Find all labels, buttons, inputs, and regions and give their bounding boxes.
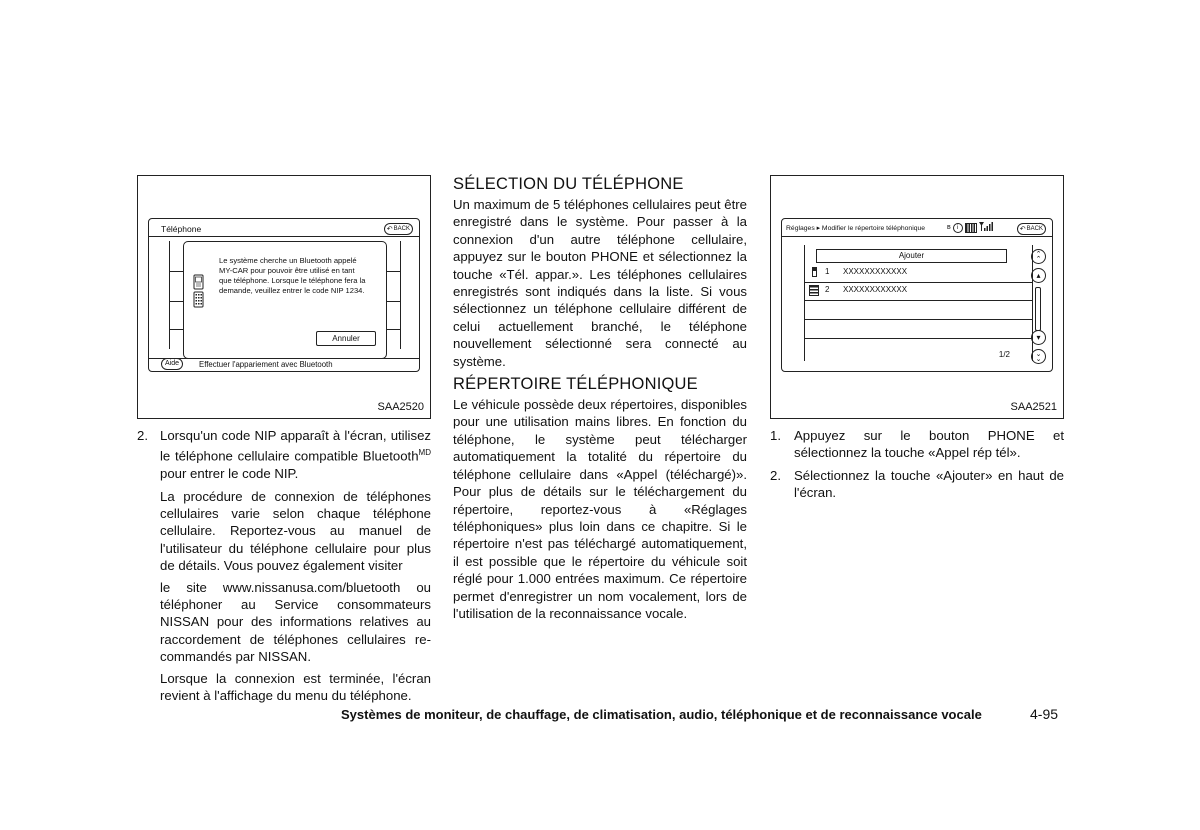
status-text: Effectuer l'appariement avec Bluetooth <box>199 360 333 369</box>
bluetooth-icon: ʙ <box>947 224 951 231</box>
list-item[interactable]: 2 XXXXXXXXXXXX <box>805 282 1032 301</box>
paragraph: Lorsque la connexion est terminée, l'écran revient à l'affichage du menu du téléphone. <box>160 670 431 704</box>
scroll-down-button[interactable] <box>1031 330 1046 345</box>
phone-screen <box>148 218 420 372</box>
cancel-button[interactable]: Annuler <box>316 331 376 346</box>
title-divider <box>149 236 419 237</box>
right-steps <box>770 427 1064 502</box>
back-arrow-icon: ↶ <box>386 226 393 233</box>
breadcrumb: Réglages ▸ Modifier le répertoire téléphonique <box>786 225 926 232</box>
scroll-top-button[interactable] <box>1031 249 1046 264</box>
phone-icon <box>193 274 204 308</box>
battery-icon <box>965 223 977 233</box>
section-heading: RÉPERTOIRE TÉLÉPHONIQUE <box>453 375 698 394</box>
list-item[interactable]: 1 XXXXXXXXXXXX <box>805 264 1032 283</box>
info-icon: i <box>953 223 963 233</box>
double-chevron-down-icon: ⌄ ⌄ <box>1035 350 1042 363</box>
trademark-sup: MD <box>418 448 431 458</box>
phone-icon <box>809 285 819 296</box>
title-divider <box>782 236 1052 237</box>
status-icons <box>947 222 993 233</box>
screen-title: Téléphone <box>161 224 202 234</box>
back-button[interactable]: ↶ BACK <box>1017 223 1046 235</box>
pairing-dialog <box>183 241 387 359</box>
phonebook-list <box>804 245 1033 361</box>
scroll-bottom-button[interactable] <box>1031 349 1046 364</box>
section-text: Un maximum de 5 téléphones cellulaires peut être enregistré dans le système. Pour passer à la connexion d'un autre téléphone cellulaire, appuyez sur le bouton PHONE et sélectionnez la touche «Tél. appar.». Les téléphones cellulaires enregistrés sont indiqués dans la liste. Si vous sélectionnez un téléphone cellulaire différent de celui actuellement branché, le téléphone nouvellement sélectionné sera connecté au système. <box>453 197 747 369</box>
add-button[interactable]: Ajouter <box>816 249 1007 263</box>
step-number: 2. <box>770 467 781 483</box>
section-heading: SÉLECTION DU TÉLÉPHONE <box>453 175 684 193</box>
dialog-message: Le système cherche un Bluetooth appelé MY-CAR pour pouvoir être utilisé en tant que téléphone. Lorsque le téléphone fera la demande, veuillez entrer le code NIP 1234. <box>219 256 366 295</box>
figure-pairing-screen <box>137 175 431 419</box>
middle-column <box>453 175 747 622</box>
paragraph: le site www.nissanusa.com/bluetooth ou téléphoner au Service consommateurs NISSAN pour des informations relatives au raccordement de téléphones cellulaires re-commandés par NISSAN. <box>160 579 431 665</box>
scrollbar-track[interactable] <box>1035 287 1041 331</box>
step-text: Lorsqu'un code NIP apparaît à l'écran, utilisez le téléphone cellulaire compatible Bluetooth <box>160 428 431 464</box>
status-divider <box>149 358 419 359</box>
section-text: Le véhicule possède deux répertoires, disponibles pour une utilisation mains libres. En fonction du téléphone, le système peut télécharger automatiquement la totalité du répertoire du téléphone cellulaire dans «Appel (téléchargé)». Pour plus de détails sur le téléchargement du répertoire, reportez-vous à «Réglages téléphoniques» plus loin dans ce chapitre. Si le répertoire n'est pas téléchargé automatiquement, il est possible que le répertoire du véhicule soit réglé pour 1.000 entrées maximum. Ce répertoire permet d'enregistrer un nom vocalement, lors de l'utilisation de la reconnaissance vocale. <box>453 397 747 621</box>
figure-label: SAA2521 <box>1010 401 1057 413</box>
step-1 <box>770 427 1064 462</box>
page-number: 4-95 <box>1030 706 1059 722</box>
phone-icon <box>812 267 817 277</box>
step-text: Appuyez sur le bouton PHONE et sélectionnez la touche «Appel rép tél». <box>794 428 1064 461</box>
figure-phonebook-screen <box>770 175 1064 419</box>
signal-icon <box>979 222 993 233</box>
back-button[interactable]: ↶ BACK <box>384 223 413 235</box>
figure-label: SAA2520 <box>377 401 424 413</box>
step-text: Sélectionnez la touche «Ajouter» en haut de l'écran. <box>794 467 1064 501</box>
step-number: 2. <box>137 428 148 443</box>
step-text-end: pour entrer le code NIP. <box>160 466 299 482</box>
list-item[interactable] <box>805 301 1032 320</box>
chevron-up-icon: ▴ <box>1036 271 1041 280</box>
step-2 <box>137 427 431 704</box>
scroll-up-button[interactable] <box>1031 268 1046 283</box>
paragraph: La procédure de connexion de téléphones cellulaires varie selon chaque téléphone cellulaire. Reportez-vous au manuel de l'utilisateur du téléphone cellulaire pour plus de détails. Vous pouvez également visiter <box>160 488 431 574</box>
help-button[interactable]: Aide <box>161 358 183 370</box>
step-2 <box>770 467 1064 502</box>
page-indicator: 1/2 <box>998 350 1010 359</box>
list-item[interactable] <box>805 320 1032 339</box>
step-number: 1. <box>770 428 781 443</box>
back-arrow-icon: ↶ <box>1019 226 1026 233</box>
phonebook-screen <box>781 218 1053 372</box>
footer-title: Systèmes de moniteur, de chauffage, de climatisation, audio, téléphonique et de reconnaissance vocale <box>341 707 982 722</box>
double-chevron-up-icon: ⌃ ⌃ <box>1035 250 1042 263</box>
chevron-down-icon: ▾ <box>1036 333 1041 342</box>
